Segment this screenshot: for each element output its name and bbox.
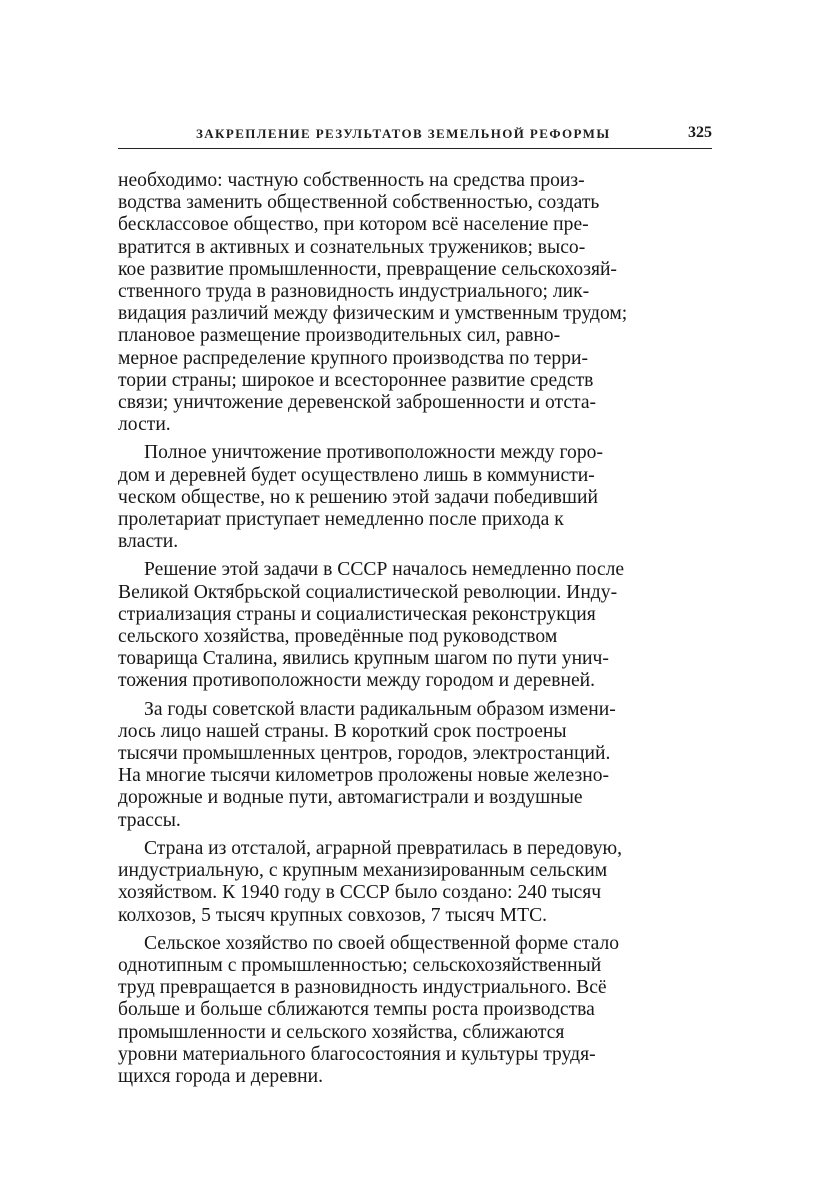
text-line: дом и деревней будет осуществлено лишь в коммунисти-: [118, 464, 595, 486]
text-line: труд превращается в разновидность индустриального. Всё: [118, 977, 607, 999]
text-line: индустриальную, с крупным механизированным сельским: [118, 860, 608, 882]
text-line: ческом обществе, но к решению этой задачи победивший: [118, 486, 598, 508]
text-line: щихся города и деревни.: [118, 1065, 324, 1087]
text-line: видация различий между физическим и умственным трудом;: [118, 303, 628, 325]
text-line: тожения противоположности между городом и деревней.: [118, 670, 596, 692]
running-header: [118, 126, 712, 149]
page-number: 325: [688, 124, 712, 141]
text-line: ственного труда в разновидность индустриального; лик-: [118, 281, 590, 303]
text-line: однотипным с промышленностью; сельскохозяйственный: [118, 954, 602, 976]
text-line: бесклассовое общество, при котором всё население пре-: [118, 214, 589, 236]
text-line: лось лицо нашей страны. В короткий срок построены: [118, 720, 567, 742]
text-line: Страна из отсталой, аграрной превратилась в передовую,: [144, 837, 623, 859]
text-line: промышленности и сельского хозяйства, сближаются: [118, 1021, 565, 1043]
text-line: необходимо: частную собственность на средства произ-: [118, 170, 585, 191]
text-line: трассы.: [118, 809, 181, 831]
text-line: кое развитие промышленности, превращение сельскохозяй-: [118, 258, 617, 280]
text-line: Сельское хозяйство по своей общественной форме стало: [144, 932, 620, 954]
paragraph-6: [118, 933, 710, 1088]
text-line: больше и больше сближаются темпы роста производства: [118, 999, 595, 1021]
text-line: плановое размещение производительных сил, равно-: [118, 325, 561, 347]
running-title: ЗАКРЕПЛЕНИЕ РЕЗУЛЬТАТОВ ЗЕМЕЛЬНОЙ РЕФОРМЫ: [196, 126, 611, 141]
text-line: колхозов, 5 тысяч крупных совхозов, 7 тысяч МТС.: [118, 904, 548, 926]
paragraph-1: [118, 170, 710, 436]
paragraph-3: [118, 559, 710, 692]
text-line: На многие тысячи километров проложены новые железно-: [118, 765, 610, 787]
text-line: товарища Сталина, явились крупным шагом по пути унич-: [118, 648, 609, 670]
text-line: сельского хозяйства, проведённые под руководством: [118, 626, 558, 648]
text-line: власти.: [118, 531, 179, 553]
text-line: тысячи промышленных центров, городов, электростанций.: [118, 743, 611, 765]
paragraph-2: [118, 442, 710, 553]
text-line: уровни материального благосостояния и культуры трудя-: [118, 1043, 596, 1065]
text-line: Полное уничтожение противоположности между горо-: [144, 442, 603, 464]
text-line: вратится в активных и сознательных тружеников; высо-: [118, 236, 586, 258]
text-line: водства заменить общественной собственностью, создать: [118, 192, 600, 214]
body-text: [118, 170, 710, 1094]
text-line: лости.: [118, 414, 171, 436]
text-line: пролетариат приступает немедленно после прихода к: [118, 509, 564, 531]
text-line: хозяйством. К 1940 году в СССР было создано: 240 тысяч: [118, 882, 602, 904]
text-line: За годы советской власти радикальным образом измени-: [144, 698, 616, 720]
text-line: мерное распределение крупного производства по терри-: [118, 347, 589, 369]
paragraph-5: [118, 838, 710, 927]
text-line: тории страны; широкое и всестороннее развитие средств: [118, 369, 594, 391]
text-line: стриализация страны и социалистическая реконструкция: [118, 603, 596, 625]
text-line: связи; уничтожение деревенской заброшенности и отста-: [118, 392, 597, 414]
text-line: Решение этой задачи в СССР началось немедленно после: [144, 559, 625, 581]
text-line: Великой Октябрьской социалистической революции. Инду-: [118, 581, 618, 603]
paragraph-4: [118, 699, 710, 832]
text-line: дорожные и водные пути, автомагистрали и воздушные: [118, 787, 583, 809]
